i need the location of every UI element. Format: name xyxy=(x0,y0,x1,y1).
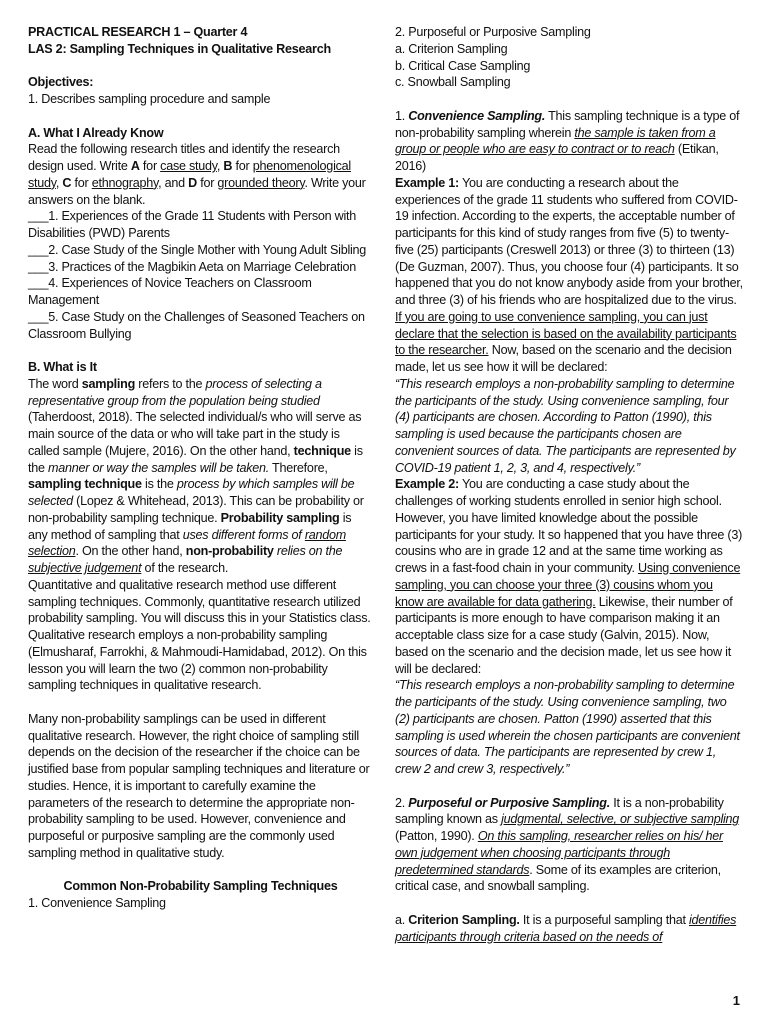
right-column xyxy=(395,24,743,945)
objectives-heading: Objectives: xyxy=(28,75,94,90)
technique-sublist-item: c. Snowball Sampling xyxy=(395,75,511,90)
example-2: Example 2: You are conducting a case study about the challenges of working students enrolled in senior high school. However, you have limited knowledge about the possible participants for your study. It so happened that you have three (3) cousins who are in grade 12 and at the same time working as crews in a fast-food chain in your community. Using convenience sampling, you can choose your three (3) cousins whom you know are available for data gathering. Likewise, their number of participants is more enough to have comparison making it an acceptable class size for a case study (Galvin, 2015). Now, based on the scenario and the decision made, let us see how it will be declared: xyxy=(395,477,743,676)
research-title-item: ___5. Case Study on the Challenges of Seasoned Teachers on Classroom Bullying xyxy=(28,309,365,341)
paragraph-methods: Quantitative and qualitative research method use different sampling techniques. Commonly, quantitative research utilized probability sampling. You will discuss this in your Statistics class. Qualitative research employs a non-probability sampling (Elmusharaf, Farrokhi, & Mahmoudi-Hamidabad, 2012). On this lesson you will learn the two (2) common non-probability sampling techniques in qualitative research. xyxy=(28,577,371,693)
left-column xyxy=(28,24,373,912)
technique-list-item: 2. Purposeful or Purposive Sampling xyxy=(395,25,591,39)
doc-title: PRACTICAL RESEARCH 1 – Quarter 4 xyxy=(28,25,248,39)
research-title-item: ___2. Case Study of the Single Mother with Young Adult Sibling xyxy=(28,242,367,257)
common-techniques-heading: Common Non-Probability Sampling Techniques xyxy=(63,879,338,894)
section-b-heading: B. What is It xyxy=(28,360,97,374)
technique-sublist-item: a. Criterion Sampling xyxy=(395,41,508,56)
paragraph-nonprobability: Many non-probability samplings can be used in different qualitative research. However, the right choice of sampling still depends on the decision of the researcher if the choice can be justified base from popular sampling techniques and literature or studies. Hence, it is important to carefully examine the parameters of the research to determine the appropriate non-probability sampling to be used. However, convenience and purposeful or purposive sampling are the commonly used sampling method in qualitative study. xyxy=(28,711,370,860)
page-number: 1 xyxy=(732,993,740,1008)
objective-1: 1. Describes sampling procedure and sample xyxy=(28,92,271,106)
example-1: Example 1: You are conducting a research about the experiences of the grade 11 students who suffered from COVID-19 infection. According to the experts, the acceptable number of participants for this kind of study ranges from five (5) to twenty-five (25) participants (Creswell 2013) or three (3) to thirteen (13) (De Guzman, 2007). Thus, you choose four (4) participants. It so happened that you do not know anybody aside from your brother, and three (3) of his friends who are hospitalized due to the virus. If you are going to use convenience sampling, you can just declare that the selection is based on the availability participants to the researcher. Now, based on the scenario and the decision made, let us see how it will be declared: xyxy=(395,175,743,374)
section-b-body: The word sampling refers to the process of selecting a representative group from the population being studied (Taherdoost, 2018). The selected individual/s who will serve as main source of the data or who will take part in the study is called sample (Mujere, 2016). On the other hand, technique is the manner or way the samples will be taken. Therefore, sampling technique is the process by which samples will be selected (Lopez & Whitehead, 2013). This can be probability or non-probability sampling technique. Probability sampling is any method of sampling that uses different forms of random selection. On the other hand, non-probability relies on the subjective judgement of the research. xyxy=(28,376,364,575)
purposive-sampling-definition: 2. Purposeful or Purposive Sampling. It is a non-probability sampling known as judgmental, selective, or subjective sampling (Patton, 1990). On this sampling, researcher relies on his/ her own judgement when choosing participants through predetermined standards. Some of its examples are criterion, critical case, and snowball sampling. xyxy=(395,795,740,894)
technique-sublist-item: b. Critical Case Sampling xyxy=(395,58,531,73)
doc-subtitle: LAS 2: Sampling Techniques in Qualitative Research xyxy=(28,41,331,56)
section-a-heading: A. What I Already Know xyxy=(28,125,164,140)
research-title-item: ___4. Experiences of Novice Teachers on Classroom Management xyxy=(28,276,312,307)
section-a-instructions: Read the following research titles and identify the research design used. Write A for case study, B for phenomenological study, C for ethnography, and D for grounded theory. Write your answers on the blank. xyxy=(28,142,366,207)
research-title-item: ___1. Experiences of the Grade 11 Students with Person with Disabilities (PWD) Parents xyxy=(28,209,357,240)
criterion-sampling-definition: a. Criterion Sampling. It is a purposeful sampling that identifies participants through criteria based on the needs of xyxy=(395,912,737,944)
example-1-quote: “This research employs a non-probability sampling to determine the participants of the study. Using convenience sampling, four (4) participants are chosen. According to Patton (1990), this sampling is used because the participants chosen are convenient sources of data. The participants are represented by COVID-19 patient 1, 2, 3, and 4, respectively.” xyxy=(395,376,736,475)
technique-list-item: 1. Convenience Sampling xyxy=(28,896,166,910)
convenience-sampling-definition: 1. Convenience Sampling. This sampling technique is a type of non-probability sampling wherein the sample is taken from a group or people who are easy to contract or to reach (Etikan, 2016) xyxy=(395,108,740,173)
example-2-quote: “This research employs a non-probability sampling to determine the participants of the study. Using convenience sampling, two (2) participants are chosen. Patton (1990) asserted that this sampling is used wherein the chosen participants are convenient sources of data. The participants are represented by crew 1, crew 2 and crew 3, respectively.” xyxy=(395,678,740,776)
research-title-item: ___3. Practices of the Magbikin Aeta on Marriage Celebration xyxy=(28,259,357,274)
